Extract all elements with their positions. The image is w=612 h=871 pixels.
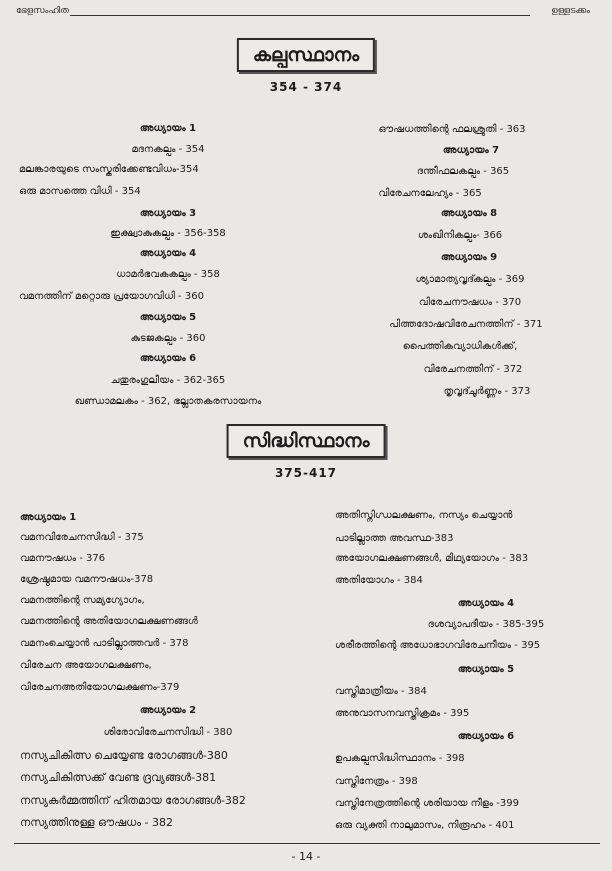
section1-title: കല്പസ്ഥാനം: [237, 38, 375, 72]
header-rule: [70, 15, 530, 16]
toc-entry: മദനകല്പം - 354: [131, 144, 205, 155]
toc-entry: തൃവൃദ്ചൂർണ്ണം - 373: [443, 386, 531, 397]
toc-entry: ഔഷധത്തിന്റെ ഫലശ്രുതി - 363: [378, 124, 526, 135]
toc-entry: വമനത്തിന്റെ സമ്യഗ്യോഗം,: [20, 595, 145, 606]
toc-entry: പൈത്തികവ്യാധികൾക്ക്,: [402, 341, 518, 352]
section1-page-range: 354 - 374: [269, 80, 343, 94]
toc-entry: അനുവാസനവസ്തിക്രമം - 395: [335, 708, 470, 719]
toc-entry: ഉപകല്പസിദ്ധിസ്ഥാനം - 398: [335, 753, 465, 764]
toc-entry: നസ്യത്തിനുള്ള ഔഷധം - 382: [20, 816, 173, 829]
chapter-heading: അധ്യായം 4: [457, 598, 515, 609]
toc-entry: വിരേചന അയോഗലക്ഷണം,: [20, 660, 152, 671]
toc-entry: ഇക്ഷ്വാകുകല്പം - 356-358: [110, 228, 226, 239]
toc-entry: മലങ്കാരയുടെ സംസ്കരിക്കേണ്ടവിധം-354: [19, 164, 199, 175]
toc-entry: വമനൗഷധം - 376: [20, 553, 106, 564]
toc-entry: വസ്തിനേത്രം - 398: [335, 776, 418, 787]
toc-entry: നസ്യകർമ്മത്തിന് ഹിതമായ രോഗങ്ങൾ-382: [20, 794, 246, 807]
chapter-heading: അധ്യായം 4: [139, 248, 197, 259]
toc-entry: ശിരോവിരേചനസിദ്ധി - 380: [103, 727, 233, 738]
toc-entry: നസ്യചികിത്സക്ക് വേണ്ട ദ്രവ്യങ്ങൾ-381: [20, 771, 217, 784]
running-header-right: ഉള്ളടക്കം: [551, 6, 590, 16]
toc-entry: ഖണ്ഡാമലകം - 362, ഭല്ലാതകരസായനം: [74, 396, 262, 407]
toc-entry: ഒരു മാസത്തെ വിധി - 354: [19, 186, 141, 197]
footer-rule: [14, 843, 600, 844]
chapter-heading: അധ്യായം 5: [139, 312, 197, 323]
toc-entry: ചതുരംഗുലീയം - 362-365: [110, 375, 226, 386]
page-number: - 14 -: [291, 850, 321, 863]
toc-entry: ശംഖിനികല്പം- 366: [417, 230, 503, 241]
toc-entry: നസ്യചികിത്സ ചെയ്യേണ്ട രോഗങ്ങൾ-380: [20, 749, 228, 762]
toc-entry: ശ്യാമാത്യവൃദ്കല്പം - 369: [415, 274, 525, 285]
toc-entry: ദന്തീഫലകല്പം - 365: [416, 166, 510, 177]
toc-entry: ദശവ്യാപദീയം - 385-395: [427, 619, 545, 630]
chapter-heading: അധ്യായം 8: [440, 208, 498, 219]
toc-entry: അതിസ്നിഗ്ധലക്ഷണം, നസ്യം ചെയ്യാൻ: [335, 510, 513, 521]
toc-entry: ശരീരത്തിന്റെ അധോഭാഗവിരേചനീയം - 395: [335, 640, 541, 651]
chapter-heading: അധ്യായം 2: [139, 705, 197, 716]
toc-entry: വിരേചനത്തിന് - 372: [423, 364, 523, 375]
section2-page-range: 375-417: [274, 466, 338, 480]
toc-entry: വിരേചനഅതിയോഗലക്ഷണം-379: [20, 682, 180, 693]
chapter-heading: അധ്യായം 6: [457, 731, 515, 742]
toc-entry: ഒരു വ്യക്തി നാലുമാസം, നിരൂഹം - 401: [335, 820, 515, 831]
chapter-heading: അധ്യായം 9: [440, 252, 498, 263]
chapter-heading: അധ്യായം 6: [139, 353, 197, 364]
chapter-heading: അധ്യായം 1: [139, 123, 197, 134]
chapter-heading: അധ്യായം 5: [457, 664, 515, 675]
toc-entry: വിരേചനലേഹ്യം - 365: [378, 188, 482, 199]
toc-entry: പിത്തദോഷവിരേചനത്തിന് - 371: [389, 319, 543, 330]
toc-entry: വമനത്തിന്റെ അതിയോഗലക്ഷണങ്ങൾ: [20, 616, 198, 627]
chapter-heading: അധ്യായം 7: [442, 145, 500, 156]
section2-title: സിദ്ധിസ്ഥാനം: [227, 424, 386, 458]
toc-entry: കുടജകല്പം - 360: [130, 333, 206, 344]
toc-entry: ശ്രേഷ്ഠമായ വമനൗഷധം-378: [20, 574, 154, 585]
toc-entry: വമനത്തിന് മറ്റൊരു പ്രയോഗവിധി - 360: [19, 291, 204, 302]
toc-entry: വമനവിരേചനസിദ്ധി - 375: [20, 532, 144, 543]
chapter-heading: അധ്യായം 3: [139, 208, 197, 219]
toc-entry: വമനംചെയ്യാൻ പാടില്ലാത്തവർ - 378: [20, 638, 189, 649]
toc-entry: പാടില്ലാത്ത അവസ്ഥ-383: [335, 533, 454, 544]
toc-entry: അതിയോഗം - 384: [335, 575, 423, 586]
chapter-heading: അധ്യായം 1: [20, 512, 77, 523]
running-header-left: ഭേളസംഹിത: [16, 6, 69, 16]
toc-entry: ധാമർഭവകകല്പം - 358: [116, 269, 220, 280]
toc-entry: വസ്തിമാത്രീയം - 384: [335, 686, 427, 697]
toc-entry: അയോഗലക്ഷണങ്ങൾ, മിഥ്യയോഗം - 383: [335, 553, 529, 564]
toc-entry: വിരേചനൗഷധം - 370: [418, 297, 522, 308]
toc-entry: വസ്തിനേത്രത്തിന്റെ ശരിയായ നീളം -399: [335, 798, 519, 809]
